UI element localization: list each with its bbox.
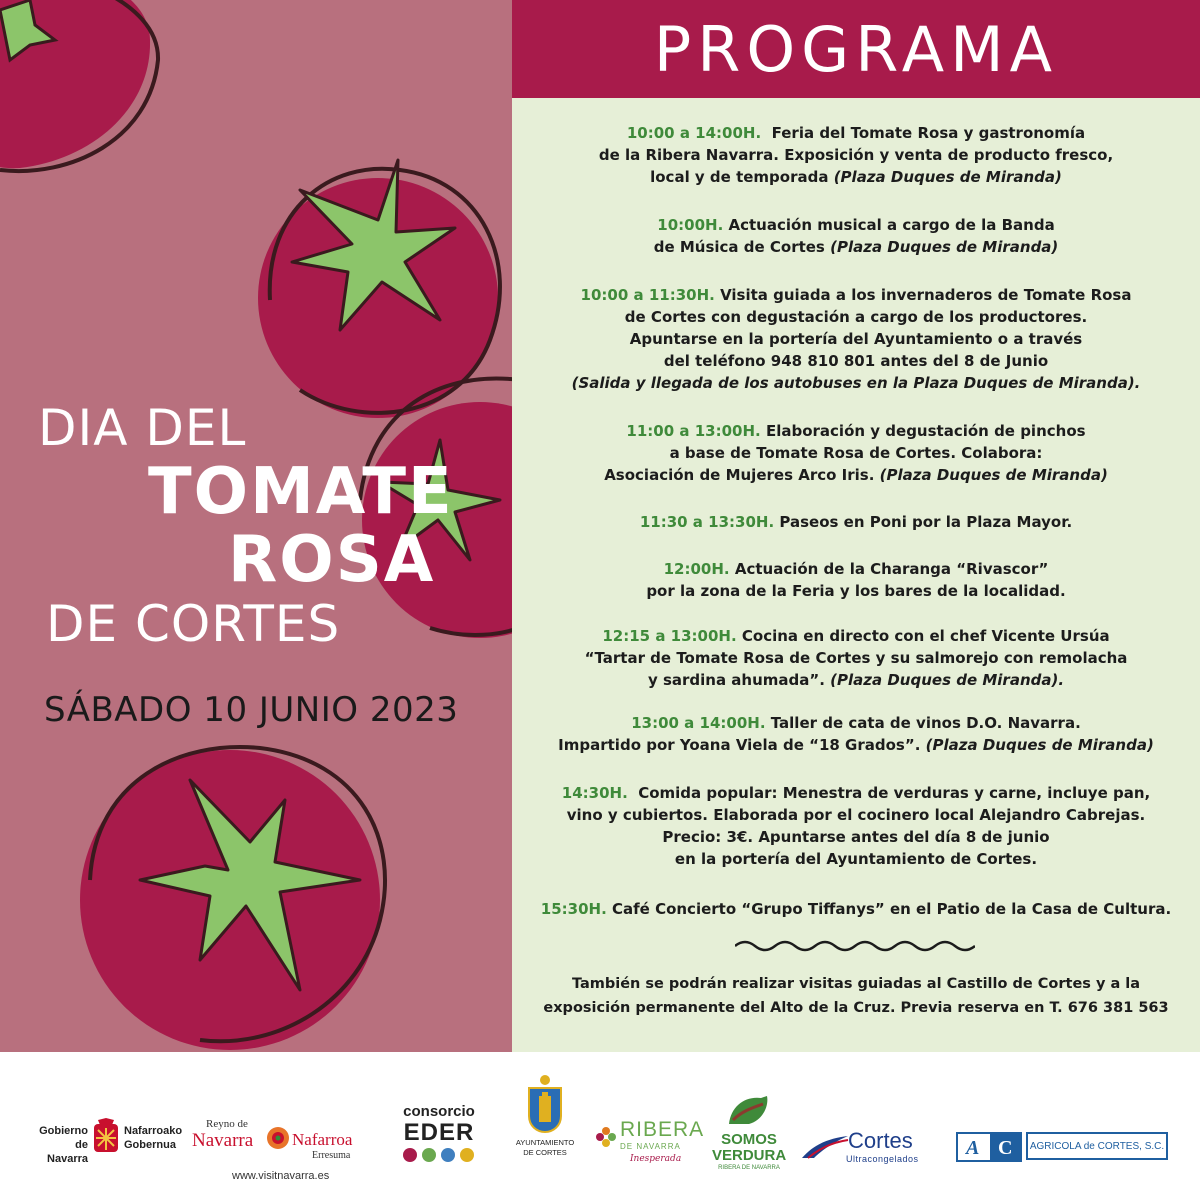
poster-panel: [0, 0, 512, 1052]
logo-somos-verdura: [712, 1094, 786, 1184]
entry-line: Feria del Tomate Rosa y gastronomía: [771, 124, 1086, 142]
logo-text: Inesperada: [630, 1154, 682, 1164]
entry-line: vino y cubiertos. Elaborada por el cocinero local Alejandro Cabrejas.: [566, 806, 1146, 824]
logo-text: Ultracongelados: [846, 1154, 919, 1164]
svg-text:A: A: [966, 1137, 980, 1159]
entry-time: 12:00H.: [663, 560, 730, 578]
program-entry: [512, 511, 1200, 533]
field-icon: [727, 1094, 771, 1128]
logo-text: Gobernua: [124, 1139, 176, 1151]
entry-line: del teléfono 948 810 801 antes del 8 de Junio: [663, 352, 1049, 370]
logo-text: Cortes: [848, 1128, 913, 1153]
program-entry: [512, 214, 1200, 258]
footer-line: También se podrán realizar visitas guiadas al Castillo de Cortes y a la: [571, 976, 1141, 992]
entry-time: 12:15 a 13:00H.: [602, 627, 737, 645]
logo-text: RIBERA: [620, 1118, 705, 1141]
logo-text: Reyno de: [206, 1118, 248, 1130]
logo-gobierno-navarra: [36, 1118, 186, 1164]
swoosh-icon: [800, 1134, 850, 1160]
logo-reyno-navarra: [192, 1118, 392, 1188]
entry-time: 10:00H.: [657, 216, 724, 234]
entry-line: a base de Tomate Rosa de Cortes. Colabora:: [669, 444, 1043, 462]
entry-line: Elaboración y degustación de pinchos: [765, 422, 1086, 440]
agricola-ac-icon: [956, 1132, 1022, 1162]
entry-time: 11:00 a 13:00H.: [626, 422, 761, 440]
logo-text: VERDURA: [712, 1147, 787, 1164]
logo-text: SOMOS: [721, 1131, 777, 1148]
program-heading: PROGRAMA: [653, 12, 1059, 86]
logo-url: www.visitnavarra.es: [232, 1170, 330, 1182]
logo-ayuntamiento-cortes: [510, 1074, 580, 1184]
wave-divider: [735, 936, 975, 956]
entry-venue: (Plaza Duques de Miranda): [925, 736, 1154, 754]
entry-line: Comida popular: Menestra de verduras y carne, incluye pan,: [638, 784, 1151, 802]
title-line-1: DIA DEL: [38, 399, 247, 457]
entry-line: Café Concierto “Grupo Tiffanys” en el Patio de la Casa de Cultura.: [612, 900, 1172, 918]
entry-venue: (Salida y llegada de los autobuses en la Plaza Duques de Miranda).: [571, 374, 1141, 392]
program-entry: [512, 898, 1200, 920]
flower-icon: [596, 1126, 616, 1148]
entry-line: de Cortes con degustación a cargo de los productores.: [624, 308, 1088, 326]
entry-line: Apuntarse en la portería del Ayuntamiento o a través: [629, 330, 1083, 348]
sponsor-bar: [0, 1052, 1200, 1196]
program-entry: [512, 284, 1200, 394]
logo-text: DE NAVARRA: [620, 1142, 681, 1151]
program-entry: [512, 122, 1200, 188]
event-title: [38, 398, 508, 654]
logo-agricola-cortes: [956, 1132, 1170, 1162]
logo-text: Nafarroako: [124, 1125, 183, 1137]
entry-line: Paseos en Poni por la Plaza Mayor.: [779, 513, 1073, 531]
navarra-shield-icon: [92, 1118, 120, 1158]
entry-line: Precio: 3€. Apuntarse antes del día 8 de junio: [662, 828, 1050, 846]
entry-venue: (Plaza Duques de Miranda).: [830, 671, 1065, 689]
entry-line: y sardina ahumada”.: [647, 671, 825, 689]
logo-text: AGRICOLA de CORTES, S.C.: [1029, 1140, 1165, 1152]
coat-of-arms-icon: [525, 1074, 565, 1134]
entry-time: 11:30 a 13:30H.: [639, 513, 775, 531]
entry-time: 15:30H.: [540, 900, 607, 918]
logo-text: AYUNTAMIENTO: [515, 1138, 575, 1147]
program-entry: [512, 782, 1200, 870]
entry-venue: (Plaza Duques de Miranda): [830, 238, 1059, 256]
logo-text: consorcio: [403, 1103, 475, 1120]
entry-line: Actuación musical a cargo de la Banda: [728, 216, 1055, 234]
tomato-bottom: [80, 747, 385, 1050]
logo-text: RIBERA DE NAVARRA: [718, 1165, 780, 1171]
entry-venue: (Plaza Duques de Miranda): [879, 466, 1108, 484]
logo-consorcio-eder: [392, 1104, 486, 1176]
title-line-4: DE CORTES: [46, 595, 341, 653]
svg-text:C: C: [998, 1137, 1013, 1159]
entry-line: Impartido por Yoana Viela de “18 Grados”.: [558, 736, 921, 754]
title-line-2: TOMATE: [148, 455, 454, 529]
program-header: [512, 0, 1200, 98]
entry-line: “Tartar de Tomate Rosa de Cortes y su salmorejo con remolacha: [584, 649, 1128, 667]
logo-cortes-ultracongelados: [800, 1122, 930, 1172]
entry-line: en la portería del Ayuntamiento de Cortes.: [674, 850, 1038, 868]
entry-time: 10:00 a 11:30H.: [580, 286, 715, 304]
tomato-middle: [258, 160, 500, 418]
rosette-icon: [266, 1126, 290, 1150]
event-date: SÁBADO 10 JUNIO 2023: [44, 690, 459, 730]
entry-line: Visita guiada a los invernaderos de Tomate Rosa: [720, 286, 1132, 304]
entry-line: de la Ribera Navarra. Exposición y venta de producto fresco,: [598, 146, 1114, 164]
entry-line: Asociación de Mujeres Arco Iris.: [604, 466, 875, 484]
entry-time: 14:30H.: [561, 784, 628, 802]
program-list: [512, 98, 1200, 1052]
program-entry: [512, 420, 1200, 486]
logo-text: Navarra: [192, 1130, 254, 1151]
eder-dots-icon: [399, 1146, 479, 1164]
entry-line: de Música de Cortes: [653, 238, 825, 256]
logo-ribera-navarra: [596, 1118, 705, 1178]
logo-text: DE CORTES: [523, 1148, 567, 1157]
logo-text: Erresuma: [312, 1150, 351, 1161]
logo-text: Gobierno: [39, 1125, 88, 1137]
entry-line: Cocina en directo con el chef Vicente Ursúa: [741, 627, 1110, 645]
entry-line: Taller de cata de vinos D.O. Navarra.: [770, 714, 1081, 732]
footer-note: [512, 972, 1200, 1020]
entry-venue: (Plaza Duques de Miranda): [833, 168, 1062, 186]
tomato-top: [0, 0, 158, 171]
entry-time: 13:00 a 14:00H.: [631, 714, 766, 732]
program-entry: [512, 625, 1200, 691]
title-line-3: ROSA: [228, 523, 436, 597]
entry-line: Actuación de la Charanga “Rivascor”: [734, 560, 1049, 578]
program-entry: [512, 558, 1200, 602]
logo-text: Nafarroa: [292, 1130, 353, 1149]
logo-text: EDER: [403, 1119, 475, 1146]
entry-line: local y de temporada: [650, 168, 829, 186]
entry-time: 10:00 a 14:00H.: [626, 124, 762, 142]
footer-line: exposición permanente del Alto de la Cruz. Previa reserva en T. 676 381 563: [543, 1000, 1169, 1016]
program-entry: [512, 712, 1200, 756]
entry-line: por la zona de la Feria y los bares de la localidad.: [646, 582, 1066, 600]
logo-text: de Navarra: [47, 1139, 88, 1165]
